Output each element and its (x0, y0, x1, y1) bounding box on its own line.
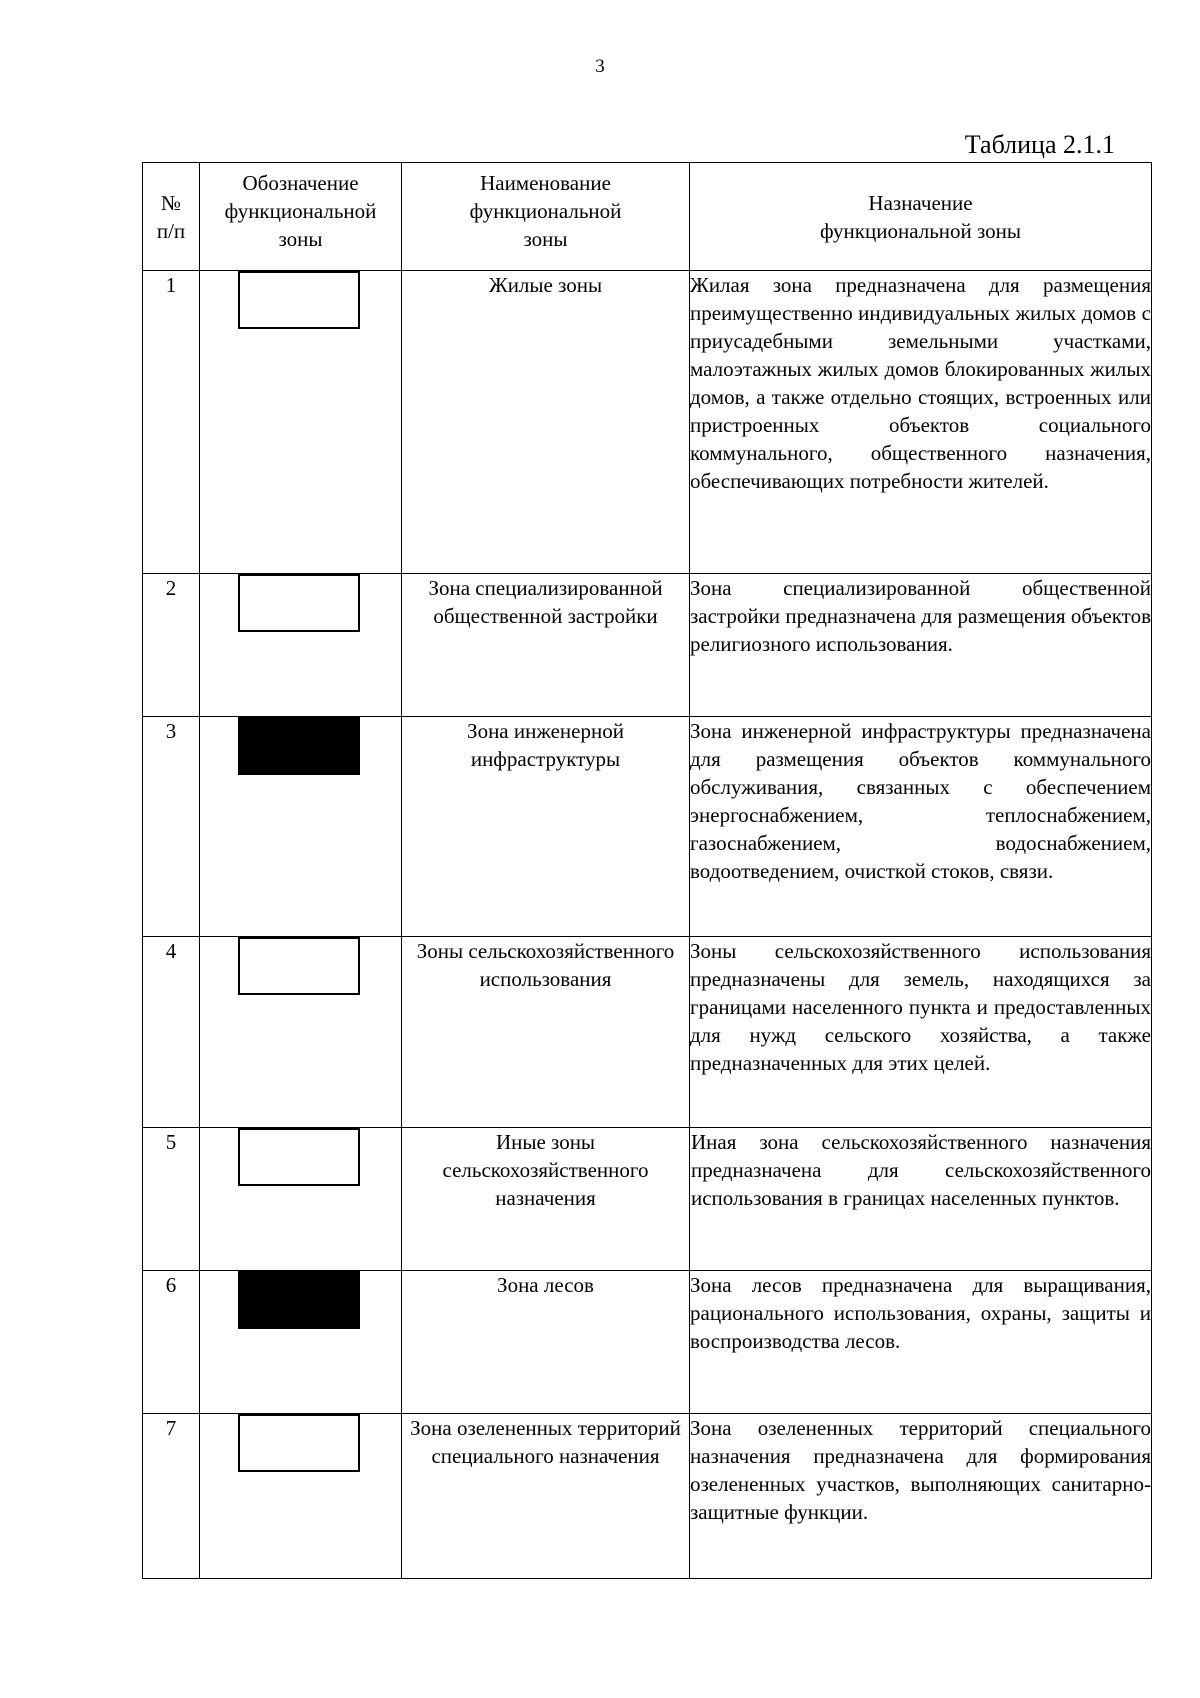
header-symbol (200, 163, 402, 271)
zones-table (142, 162, 1152, 1579)
table-row (143, 1271, 1152, 1414)
row-number: 1 (143, 271, 200, 574)
zone-symbol-cell (200, 574, 402, 717)
row-number: 7 (143, 1414, 200, 1579)
zone-color-swatch (238, 937, 360, 995)
zone-purpose: Зона специализированной общественной застройки предназначена для размещения объектов религиозного использования. (690, 574, 1152, 717)
table-row (143, 1128, 1152, 1271)
zone-purpose: Зоны сельскохозяйственного использования предназначены для земель, находящихся за границами населенного пункта и предоставленных для нужд сельского хозяйства, а также предназначенных для этих целей. (690, 937, 1152, 1128)
header-purpose (690, 163, 1152, 271)
header-purpose-text: Назначение функциональной зоны (819, 190, 1022, 243)
row-number: 3 (143, 717, 200, 937)
zone-purpose: Иная зона сельскохозяйственного назначения предназначена для сельскохозяйственного использования в границах населенных пунктов. (690, 1128, 1152, 1271)
table-header-row (143, 163, 1152, 271)
zone-color-swatch (238, 271, 360, 329)
zone-name: Иные зоны сельскохозяйственного назначения (402, 1128, 690, 1271)
zone-symbol-cell (200, 271, 402, 574)
zone-color-swatch (238, 1271, 360, 1329)
zone-name: Зоны сельскохозяйственного использования (402, 937, 690, 1128)
page-number: 3 (595, 56, 605, 77)
zone-purpose: Зона озелененных территорий специального назначения предназначена для формирования озелененных участков, выполняющих санитарно-защитные функции. (690, 1414, 1152, 1579)
zone-name: Зона озелененных территорий специального назначения (402, 1414, 690, 1579)
zone-name: Зона инженерной инфраструктуры (402, 717, 690, 937)
zone-symbol-cell (200, 937, 402, 1128)
zone-symbol-cell (200, 717, 402, 937)
table-row (143, 937, 1152, 1128)
header-num-text: № п/п (156, 190, 186, 243)
row-number: 4 (143, 937, 200, 1128)
zone-symbol-cell (200, 1414, 402, 1579)
zone-purpose: Зона лесов предназначена для выращивания, рационального использования, охраны, защиты и воспроизводства лесов. (690, 1271, 1152, 1414)
table-row (143, 574, 1152, 717)
zone-name: Зона лесов (402, 1271, 690, 1414)
zone-symbol-cell (200, 1128, 402, 1271)
zone-symbol-cell (200, 1271, 402, 1414)
header-num (143, 163, 200, 271)
table-caption: Таблица 2.1.1 (964, 130, 1115, 159)
table-row (143, 271, 1152, 574)
zone-name: Жилые зоны (402, 271, 690, 574)
row-number: 2 (143, 574, 200, 717)
header-name (402, 163, 690, 271)
zone-name: Зона специализированной общественной застройки (402, 574, 690, 717)
zone-color-swatch (238, 1414, 360, 1472)
zone-color-swatch (238, 1128, 360, 1186)
header-symbol-text: Обозначение функциональной зоны (224, 170, 377, 251)
header-name-text: Наименование функциональной зоны (469, 170, 622, 251)
row-number: 5 (143, 1128, 200, 1271)
table-row (143, 1414, 1152, 1579)
zone-color-swatch (238, 717, 360, 775)
table-row (143, 717, 1152, 937)
zone-purpose: Зона инженерной инфраструктуры предназначена для размещения объектов коммунального обслуживания, связанных с обеспечением энергоснабжением, теплоснабжением, газоснабжением, водоснабжением, водоотведением, очисткой стоков, связи. (690, 717, 1152, 937)
zone-purpose: Жилая зона предназначена для размещения преимущественно индивидуальных жилых домов с приусадебными земельными участками, малоэтажных жилых домов блокированных жилых домов, а также отдельно стоящих, встроенных или пристроенных объектов социального коммунального, общественного назначения, обеспечивающих потребности жителей. (690, 271, 1152, 574)
zone-color-swatch (238, 574, 360, 632)
row-number: 6 (143, 1271, 200, 1414)
